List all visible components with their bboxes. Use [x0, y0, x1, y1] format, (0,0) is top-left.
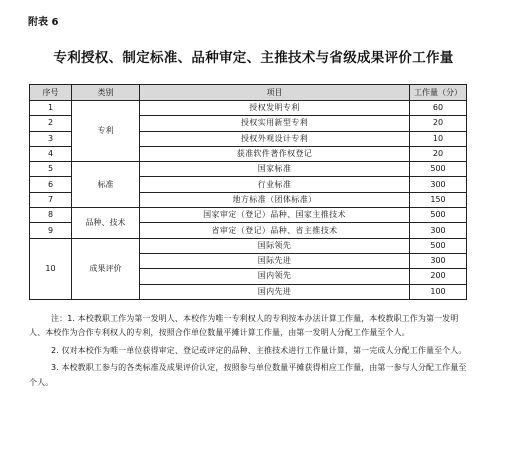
- notes-section: [29, 312, 467, 393]
- header-item: 项目: [140, 85, 410, 101]
- table-row: [30, 208, 467, 223]
- table-row: [30, 162, 467, 177]
- item-cell: 授权实用新型专利: [140, 116, 410, 131]
- row-no: 2: [30, 116, 72, 131]
- header-workload: 工作量（分）: [410, 85, 467, 101]
- document-title: 专利授权、制定标准、品种审定、主推技术与省级成果评价工作量: [53, 50, 454, 66]
- item-cell: 地方标准（团体标准）: [140, 192, 410, 207]
- workload-cell: 300: [410, 177, 467, 192]
- table-row: [30, 101, 467, 116]
- category-cell: 标准: [72, 162, 140, 208]
- category-cell: 成果评价: [72, 238, 140, 299]
- workload-cell: 500: [410, 208, 467, 223]
- workload-cell: 300: [410, 223, 467, 238]
- header-no: 序号: [30, 85, 72, 101]
- row-no: 3: [30, 131, 72, 146]
- row-no: 7: [30, 192, 72, 207]
- item-cell: 国家标准: [140, 162, 410, 177]
- item-cell: 行业标准: [140, 177, 410, 192]
- table-header-row: [30, 85, 467, 101]
- workload-cell: 20: [410, 146, 467, 161]
- row-no: 6: [30, 177, 72, 192]
- workload-cell: 500: [410, 238, 467, 253]
- note-2: 2. 仅对本校作为唯一单位获得审定、登记或评定的品种、主推技术进行工作量计算，第一完成人分配工作量至个人。: [51, 345, 467, 355]
- workload-cell: 300: [410, 253, 467, 268]
- appendix-label: 附表 6: [28, 17, 59, 28]
- item-cell: 获准软件著作权登记: [140, 146, 410, 161]
- item-cell: 授权外观设计专利: [140, 131, 410, 146]
- workload-cell: 60: [410, 101, 467, 116]
- item-cell: 国内先进: [140, 284, 410, 299]
- item-cell: 国内领先: [140, 269, 410, 284]
- item-cell: 国际领先: [140, 238, 410, 253]
- workload-cell: 500: [410, 162, 467, 177]
- row-no: 4: [30, 146, 72, 161]
- workload-cell: 150: [410, 192, 467, 207]
- note-3: 3. 本校教职工参与的各类标准及成果评价认定，按照参与单位数量平摊获得相应工作量，由第一参与人分配工作量至个人。: [29, 363, 467, 387]
- item-cell: 授权发明专利: [140, 101, 410, 116]
- workload-table: [29, 84, 467, 300]
- workload-cell: 200: [410, 269, 467, 284]
- row-no: 1: [30, 101, 72, 116]
- workload-cell: 100: [410, 284, 467, 299]
- header-category: 类别: [72, 85, 140, 101]
- row-no: 5: [30, 162, 72, 177]
- table-row: [30, 238, 467, 253]
- workload-cell: 10: [410, 131, 467, 146]
- category-cell: 专利: [72, 101, 140, 162]
- item-cell: 国际先进: [140, 253, 410, 268]
- row-no: 9: [30, 223, 72, 238]
- row-no: 8: [30, 208, 72, 223]
- note-1: 注：1. 本校教职工作为第一发明人、本校作为唯一专利权人的专利按本办法计算工作量，本校教职工作为第一发明人、本校作为合作专利权人的专利，按照合作单位数量平摊计算工作量，由第一发明人分配工作量至个人。: [29, 314, 459, 338]
- item-cell: 国家审定（登记）品种、国家主推技术: [140, 208, 410, 223]
- workload-cell: 20: [410, 116, 467, 131]
- category-cell: 品种、技术: [72, 208, 140, 239]
- item-cell: 省审定（登记）品种、省主推技术: [140, 223, 410, 238]
- row-no: 10: [30, 238, 72, 299]
